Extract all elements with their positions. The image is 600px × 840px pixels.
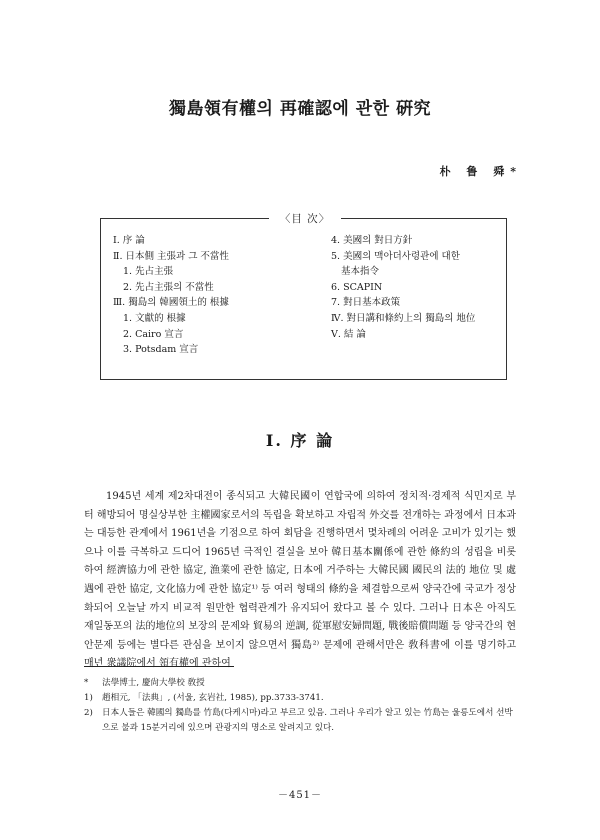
toc-item: 3. Potsdam 宣言 [123,344,199,356]
toc-item: 基本指令 [341,266,380,278]
toc-item: 2. Cairo 宣言 [123,328,184,340]
footnote-text: 日本人들은 韓國의 獨島를 竹島(다케시마)라고 부르고 있음. 그러나 우리가 알고 있는 竹島는 울릉도에서 선박으로 불과 15분거리에 있으며 관광지의 명소로 알려지고 있다. [102,708,513,733]
footnote-text: 趙相元, 「法典」, (서울, 玄岩社, 1985), pp.3733-3741. [102,693,324,703]
footnote-text: 法學博士, 慶尙大學校 敎授 [102,678,205,688]
toc-item: Ⅱ. 日本側 主張과 그 不當性 [113,250,229,262]
toc-item: Ⅰ. 序 論 [113,235,145,246]
author-name: 朴 鲁 舜* [439,165,522,178]
footnote [84,691,516,706]
table-of-contents [100,213,507,380]
toc-item: Ⅴ. 結 論 [331,328,366,340]
footnote-divider [84,666,234,667]
toc-right-column [331,233,475,342]
toc-item: 2. 先占主張의 不當性 [123,281,214,293]
toc-item: 4. 美國의 對日方針 [331,235,413,246]
toc-item: 1. 先占主張 [123,266,174,278]
body-paragraph: 1945년 세계 제2차대전이 종식되고 大韓民國이 연합국에 의하여 정치적·경제적 식민지로 부터 해방되어 명실상부한 主權國家로서의 독립을 확보하고 자립적 外交를 전개하는 과정에서 日本과는 대등한 관계에서 1961년을 기점으로 하여 회담을 진행하면서 몇차례의 어려운 고비가 있기는 했으나 이를 극복하고 드디어 1965년 극적인 결실을 보아 韓日基本關係에 관한 條約의 성립을 비롯하여 經濟協力에 관한 協定, 漁業에 관한 協定, 日本에 거주하는 大韓民國 國民의 法的 地位 및 處遇에 관한 協定, 文化協力에 관한 協定¹⁾ 등 여러 형태의 條約을 체결함으로써 양국간에 국교가 정상화되어 오늘날 까지 비교적 원만한 협력관계가 유지되어 왔다고 볼 수 있다. 그러나 日本은 아직도 재일동포의 法的地位의 보장의 문제와 貿易의 逆調, 從軍慰安婦問題, 戰後賠償問題 등 양국간의 현안문제 등에는 별다른 관심을 보이지 않으면서 獨島²⁾ 문제에 관해서만은 敎科書에 이를 명기하고 매년 衆議院에서 領有權에 관하여 [84,491,516,670]
footnote-mark: * [84,678,89,688]
toc-item: Ⅲ. 獨島의 韓國領土的 根據 [113,297,229,309]
toc-item: 1. 文獻的 根據 [123,312,186,324]
footnote [84,706,516,736]
toc-left-column [113,233,229,358]
toc-item: 5. 美國의 맥아더사령관에 대한 [331,250,460,262]
toc-item: Ⅳ. 對日講和條約上의 獨島의 地位 [331,312,476,324]
footnote [84,676,516,691]
footnotes [84,676,516,736]
footnote-mark: 2) [84,708,93,718]
toc-item: 6. SCAPIN [331,281,383,293]
footnote-mark: 1) [84,693,93,703]
paper-title: 獨島領有權의 再確認에 관한 硏究 [169,99,431,119]
page-number: －451－ [277,790,323,801]
section-heading: Ⅰ. 序 論 [265,431,335,450]
toc-heading: 〈目 次〉 [269,211,341,226]
toc-item: 7. 對日基本政策 [331,297,401,309]
